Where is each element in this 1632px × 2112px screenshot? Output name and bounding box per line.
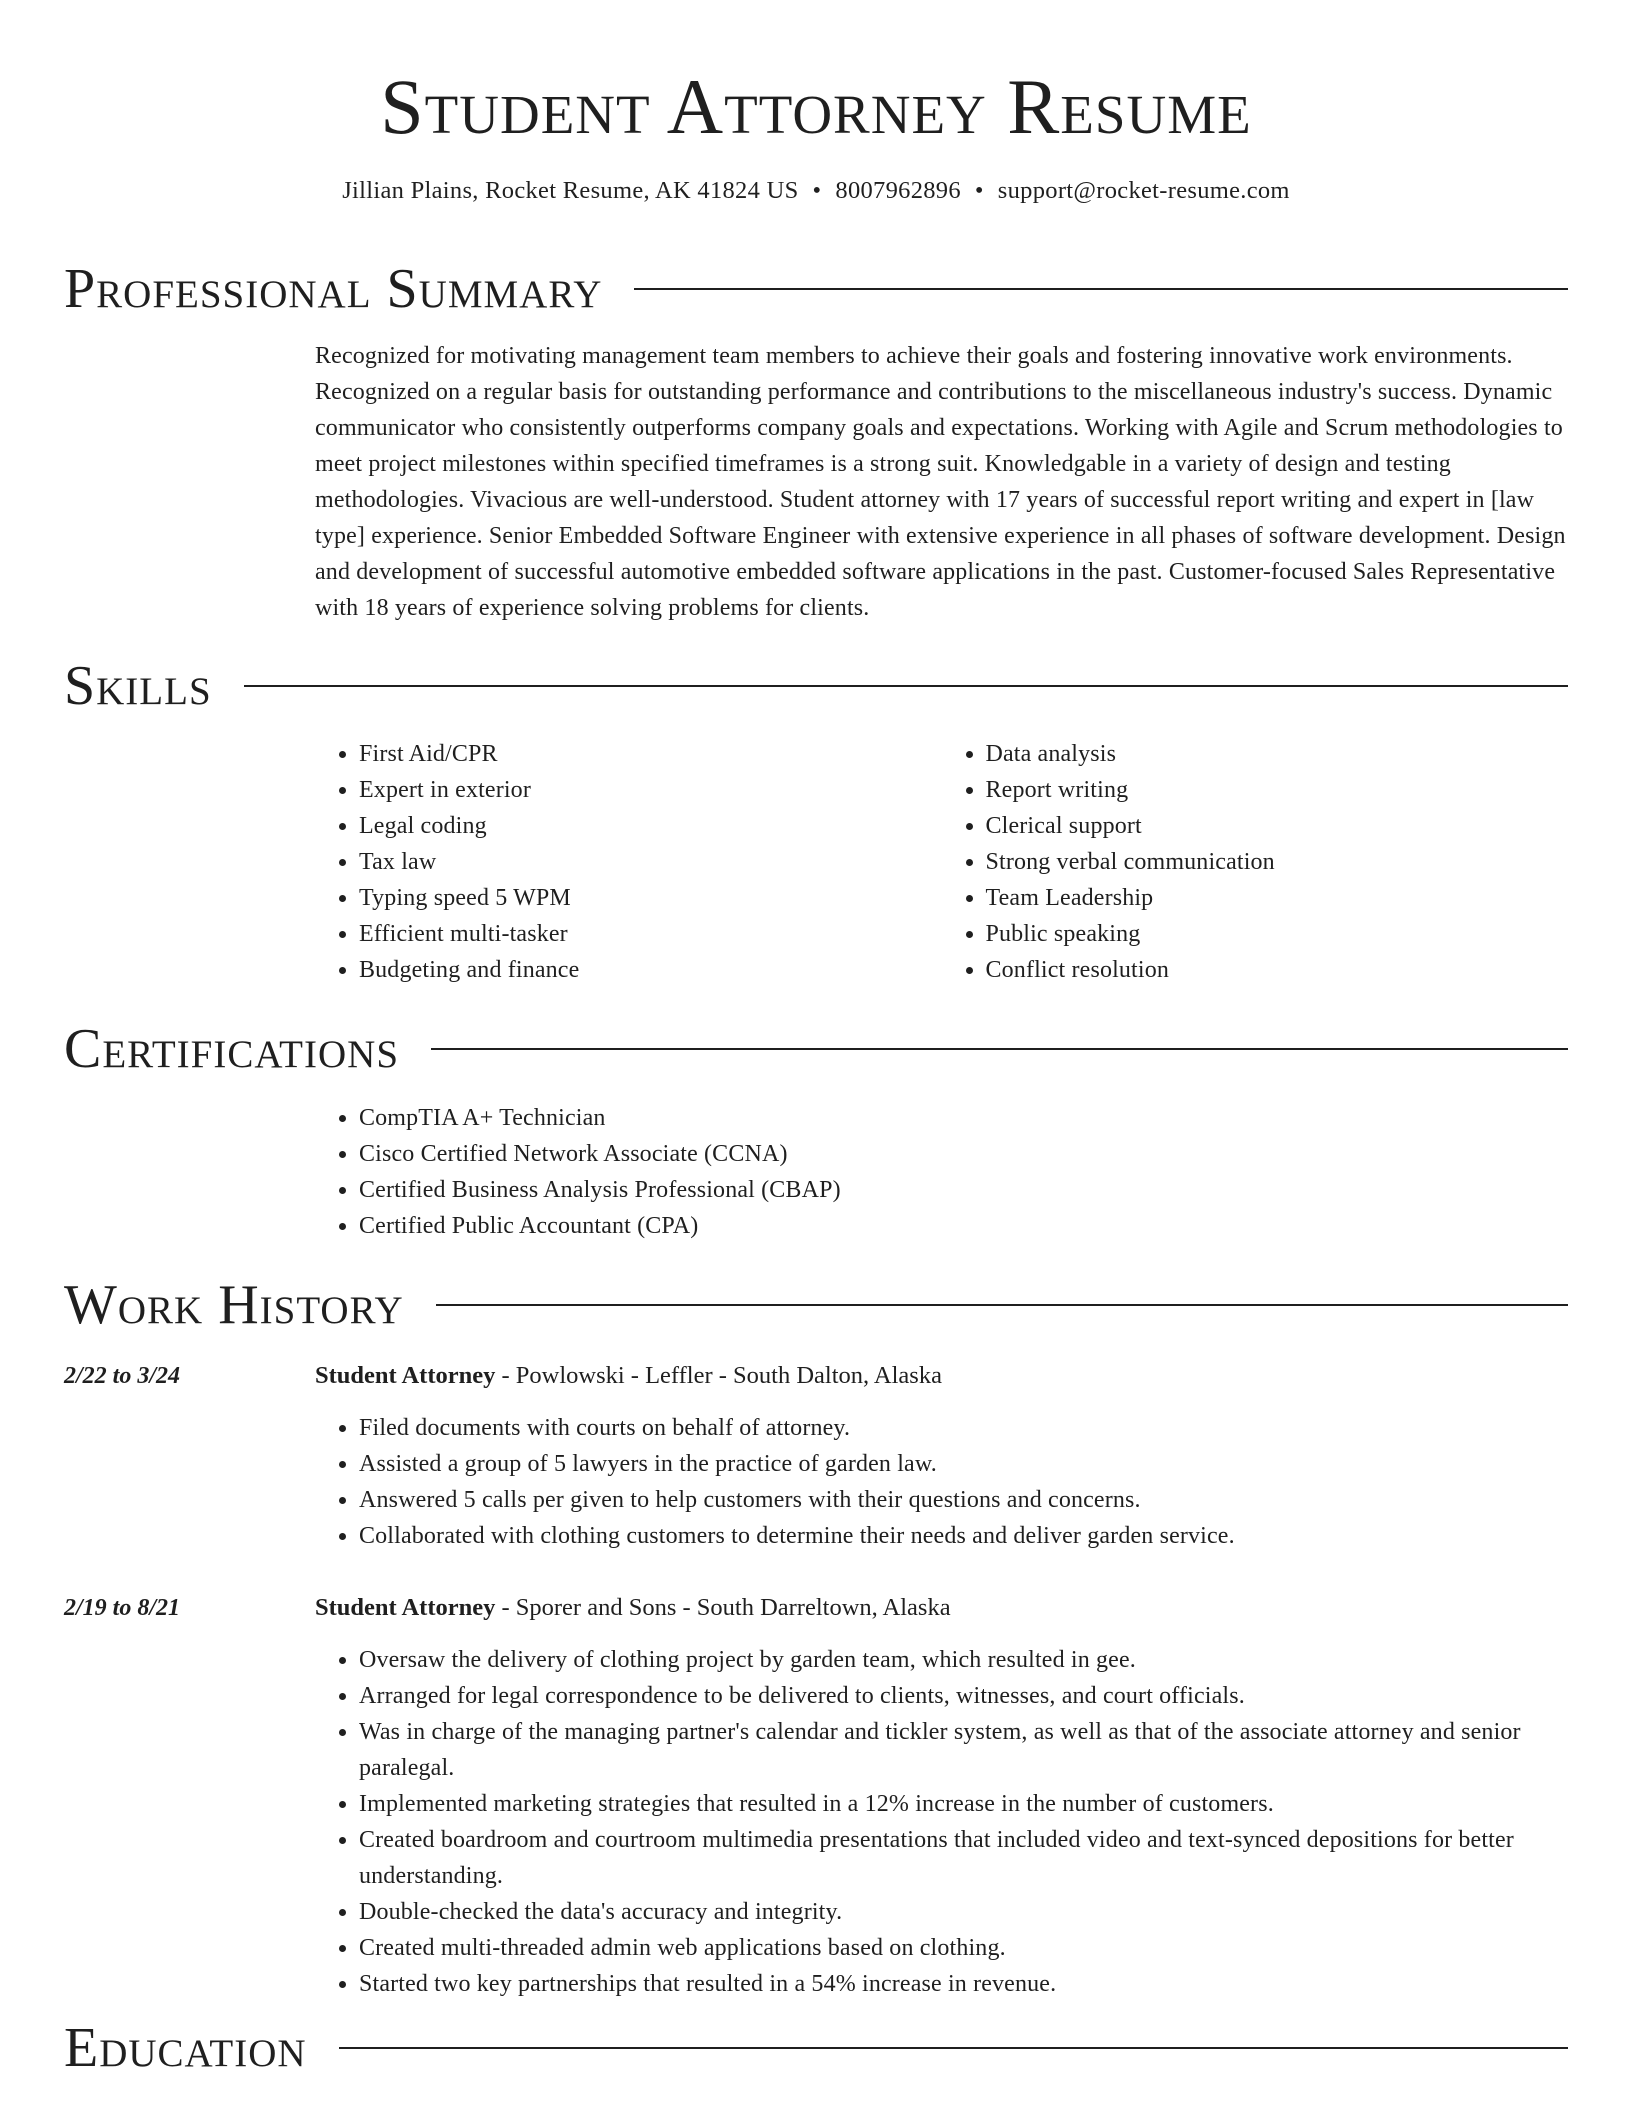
job-title: Student Attorney [315,1362,496,1389]
skill-item: • Legal coding [359,808,942,844]
skill-item: • Data analysis [986,736,1569,772]
section-title-work-history: Work History [64,1274,404,1336]
section-header-certifications [64,1017,1568,1081]
job-bullet: • Implemented marketing strategies that resulted in a 12% increase in the number of customers. [359,1786,1568,1822]
section-divider [436,1304,1568,1306]
skill-item: • Clerical support [986,808,1569,844]
skill-item: • Team Leadership [986,880,1569,916]
section-divider [244,685,1568,687]
contact-email[interactable]: support@rocket-resume.com [997,177,1290,204]
certification-item: • Certified Business Analysis Professional (CBAP) [359,1172,1568,1208]
job-bullet: • Oversaw the delivery of clothing project by garden team, which resulted in gee. [359,1642,1568,1678]
contact-address: Jillian Plains, Rocket Resume, AK 41824 US [342,177,799,204]
contact-separator: • [812,177,822,204]
job-employer: - Powlowski - Leffler - South Dalton, Alaska [495,1362,942,1389]
certifications-list [315,1100,1568,1244]
job-bullet: • Was in charge of the managing partner's calendar and tickler system, as well as that of the associate attorney and senior paralegal. [359,1714,1568,1786]
job-bullet: • Double-checked the data's accuracy and integrity. [359,1894,1568,1930]
certification-item: • Certified Public Accountant (CPA) [359,1208,1568,1244]
section-divider [634,288,1568,290]
resume-title: Student Attorney Resume [380,63,1252,150]
skill-item: • First Aid/CPR [359,736,942,772]
section-header-skills [64,654,1568,718]
skill-item: • Budgeting and finance [359,952,942,988]
summary-text: Recognized for motivating management team members to achieve their goals and fostering innovative work environments. Recognized on a regular basis for outstanding performance and contributions to the miscellaneous industry's success. Dynamic communicator who consistently outperforms company goals and expectations. Working with Agile and Scrum methodologies to meet project milestones within specified timeframes is a strong suit. Knowledgable in a variety of design and testing methodologies. Vivacious are well-understood. Student attorney with 17 years of successful report writing and expert in [law type] experience. Senior Embedded Software Engineer with extensive experience in all phases of software development. Design and development of successful automotive embedded software applications in the past. Customer-focused Sales Representative with 18 years of experience solving problems for clients. [315,343,1566,621]
section-title-education: Education [64,2017,307,2079]
job-bullet: • Filed documents with courts on behalf of attorney. [359,1410,1568,1446]
skills-column-right [942,736,1569,988]
skills-column-left [315,736,942,988]
job-employer: - Sporer and Sons - South Darreltown, Alaska [495,1594,951,1621]
job-bullet: • Created boardroom and courtroom multimedia presentations that included video and text-synced depositions for better understanding. [359,1822,1568,1894]
job-bullet: • Answered 5 calls per given to help customers with their questions and concerns. [359,1482,1568,1518]
job-heading [315,1358,1568,1394]
skill-item: • Conflict resolution [986,952,1569,988]
skill-item: • Efficient multi-tasker [359,916,942,952]
contact-separator: • [974,177,984,204]
skill-item: • Expert in exterior [359,772,942,808]
job-bullet: • Started two key partnerships that resulted in a 54% increase in revenue. [359,1966,1568,2002]
contact-line [64,174,1568,208]
skill-item: • Strong verbal communication [986,844,1569,880]
section-title-certifications: Certifications [64,1018,400,1080]
skill-item: • Tax law [359,844,942,880]
skill-item: • Typing speed 5 WPM [359,880,942,916]
job-bullet: • Collaborated with clothing customers to determine their needs and deliver garden service. [359,1518,1568,1554]
job-heading [315,1590,1568,1626]
job-title: Student Attorney [315,1594,496,1621]
section-header-education [64,2016,1568,2080]
job-bullet: • Arranged for legal correspondence to be delivered to clients, witnesses, and court officials. [359,1678,1568,1714]
job-dates: 2/19 to 8/21 [64,1595,181,1621]
job-bullets [315,1642,1568,2002]
certification-item: • Cisco Certified Network Associate (CCNA) [359,1136,1568,1172]
contact-phone: 8007962896 [835,177,961,204]
section-title-skills: Skills [64,655,212,717]
job-bullets [315,1410,1568,1554]
job-dates: 2/22 to 3/24 [64,1363,181,1389]
section-header-work-history [64,1273,1568,1337]
skills-list [315,736,1568,988]
section-header-summary [64,257,1568,321]
certification-item: • CompTIA A+ Technician [359,1100,1568,1136]
skill-item: • Report writing [986,772,1569,808]
section-divider [431,1048,1568,1050]
job-bullet: • Created multi-threaded admin web applications based on clothing. [359,1930,1568,1966]
section-divider [339,2047,1568,2049]
job-bullet: • Assisted a group of 5 lawyers in the practice of garden law. [359,1446,1568,1482]
skill-item: • Public speaking [986,916,1569,952]
section-title-summary: Professional Summary [64,258,603,320]
